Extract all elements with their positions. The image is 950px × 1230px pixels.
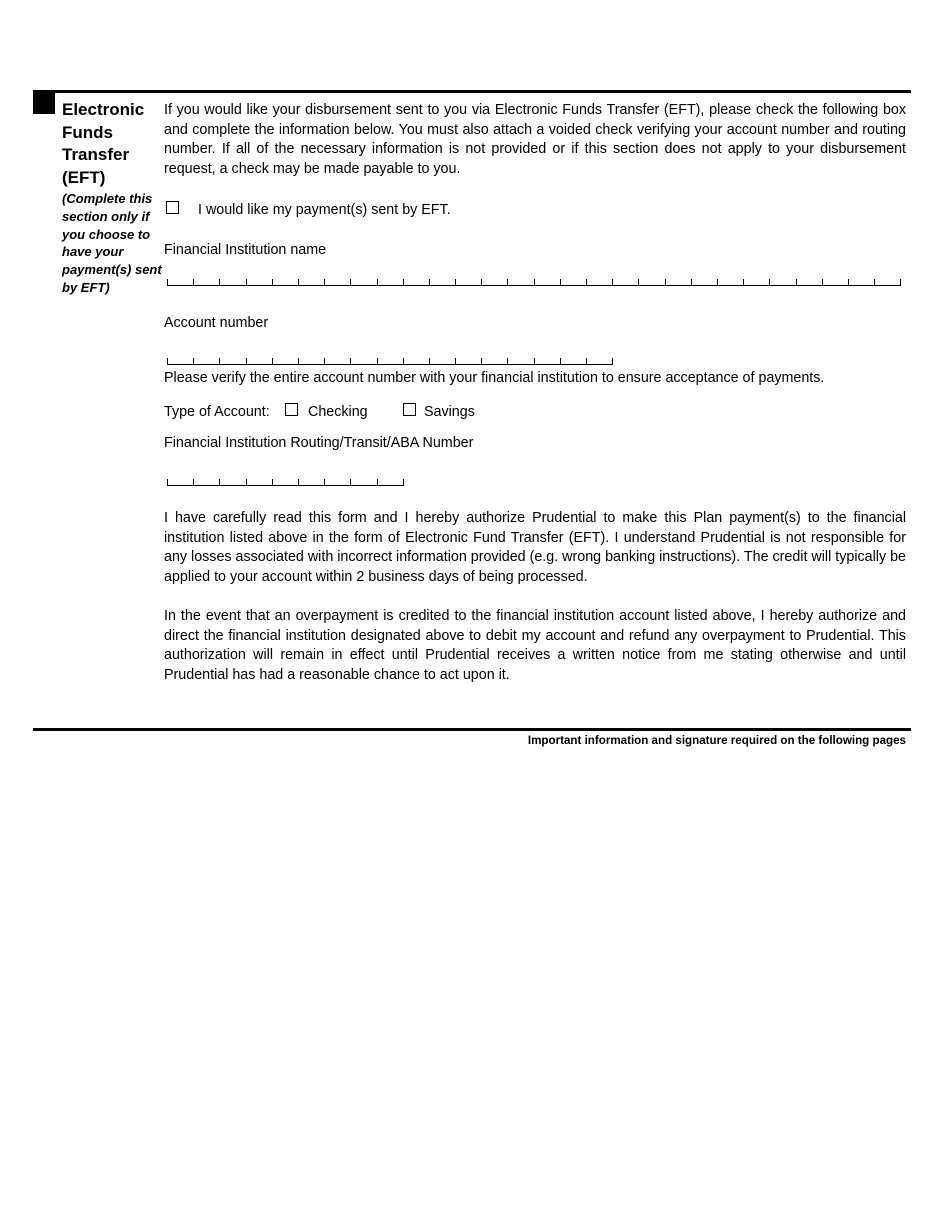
char-box[interactable]	[219, 479, 245, 486]
char-box[interactable]	[455, 279, 481, 286]
char-box[interactable]	[638, 279, 664, 286]
char-box[interactable]	[481, 358, 507, 365]
char-box[interactable]	[429, 358, 455, 365]
char-box[interactable]	[534, 358, 560, 365]
section-note: (Complete this section only if you choose to have your payment(s) sent by EFT)	[62, 191, 162, 295]
char-box[interactable]	[796, 279, 822, 286]
char-box[interactable]	[377, 358, 403, 365]
char-box[interactable]	[743, 279, 769, 286]
char-box[interactable]	[246, 358, 272, 365]
char-box[interactable]	[429, 279, 455, 286]
savings-label: Savings	[424, 404, 475, 420]
verify-note: Please verify the entire account number with your financial institution to ensure acceptance of payments.	[164, 370, 825, 386]
char-box[interactable]	[324, 358, 350, 365]
char-box[interactable]	[167, 479, 193, 486]
char-box[interactable]	[246, 279, 272, 286]
char-box[interactable]	[167, 279, 193, 286]
account-number-field[interactable]	[167, 355, 613, 365]
savings-checkbox[interactable]	[403, 403, 416, 416]
char-box[interactable]	[769, 279, 795, 286]
checking-checkbox[interactable]	[285, 403, 298, 416]
char-box[interactable]	[324, 279, 350, 286]
institution-name-label: Financial Institution name	[164, 242, 327, 258]
char-box[interactable]	[167, 358, 193, 365]
section-bottom-rule	[33, 728, 911, 731]
char-box[interactable]	[298, 479, 324, 486]
char-box[interactable]	[874, 279, 901, 286]
eft-checkbox[interactable]	[166, 201, 179, 214]
section-top-rule	[33, 90, 911, 93]
intro-paragraph: If you would like your disbursement sent to you via Electronic Funds Transfer (EFT), please check the following box and complete the information below. You must also attach a voided check verifying your account number and routing number. If all of the necessary information is not provided or if this section does not apply to your disbursement request, a check may be made payable to you.	[164, 102, 906, 177]
char-box[interactable]	[403, 358, 429, 365]
account-type-label: Type of Account:	[164, 404, 270, 420]
char-box[interactable]	[193, 279, 219, 286]
char-box[interactable]	[822, 279, 848, 286]
char-box[interactable]	[403, 279, 429, 286]
char-box[interactable]	[350, 479, 376, 486]
eft-checkbox-label: I would like my payment(s) sent by EFT.	[198, 202, 451, 218]
section-sidebar	[62, 99, 162, 297]
footer-note: Important information and signature required on the following pages	[527, 734, 906, 747]
account-number-label: Account number	[164, 315, 269, 331]
char-box[interactable]	[193, 479, 219, 486]
char-box[interactable]	[219, 279, 245, 286]
char-box[interactable]	[586, 279, 612, 286]
char-box[interactable]	[560, 358, 586, 365]
char-box[interactable]	[272, 479, 298, 486]
char-box[interactable]	[848, 279, 874, 286]
char-box[interactable]	[586, 358, 613, 365]
section-title: Electronic Funds Transfer (EFT)	[62, 100, 145, 187]
checking-label: Checking	[308, 404, 368, 420]
routing-number-label: Financial Institution Routing/Transit/ABA Number	[164, 435, 474, 451]
char-box[interactable]	[298, 358, 324, 365]
char-box[interactable]	[665, 279, 691, 286]
char-box[interactable]	[272, 279, 298, 286]
routing-number-field[interactable]	[167, 476, 404, 486]
char-box[interactable]	[481, 279, 507, 286]
section-marker	[33, 92, 55, 114]
char-box[interactable]	[193, 358, 219, 365]
institution-name-field[interactable]	[167, 276, 901, 286]
char-box[interactable]	[534, 279, 560, 286]
char-box[interactable]	[507, 279, 533, 286]
authorization-paragraph-1: I have carefully read this form and I hereby authorize Prudential to make this Plan payment(s) to the financial institution listed above in the form of Electronic Fund Transfer (EFT). I understand Prudential is not responsible for any losses associated with incorrect information provided (e.g. wrong banking instructions). The credit will typically be applied to your account within 2 business days of being processed.	[164, 510, 906, 585]
char-box[interactable]	[455, 358, 481, 365]
char-box[interactable]	[350, 358, 376, 365]
char-box[interactable]	[298, 279, 324, 286]
char-box[interactable]	[717, 279, 743, 286]
char-box[interactable]	[612, 279, 638, 286]
char-box[interactable]	[246, 479, 272, 486]
char-box[interactable]	[691, 279, 717, 286]
char-box[interactable]	[507, 358, 533, 365]
char-box[interactable]	[324, 479, 350, 486]
char-box[interactable]	[377, 479, 404, 486]
char-box[interactable]	[350, 279, 376, 286]
char-box[interactable]	[272, 358, 298, 365]
char-box[interactable]	[377, 279, 403, 286]
char-box[interactable]	[560, 279, 586, 286]
authorization-paragraph-2: In the event that an overpayment is credited to the financial institution account listed above, I hereby authorize and direct the financial institution designated above to debit my account and refund any overpayment to Prudential. This authorization will remain in effect until Prudential receives a written notice from me stating otherwise and until Prudential has had a reasonable chance to act upon it.	[164, 608, 906, 683]
char-box[interactable]	[219, 358, 245, 365]
